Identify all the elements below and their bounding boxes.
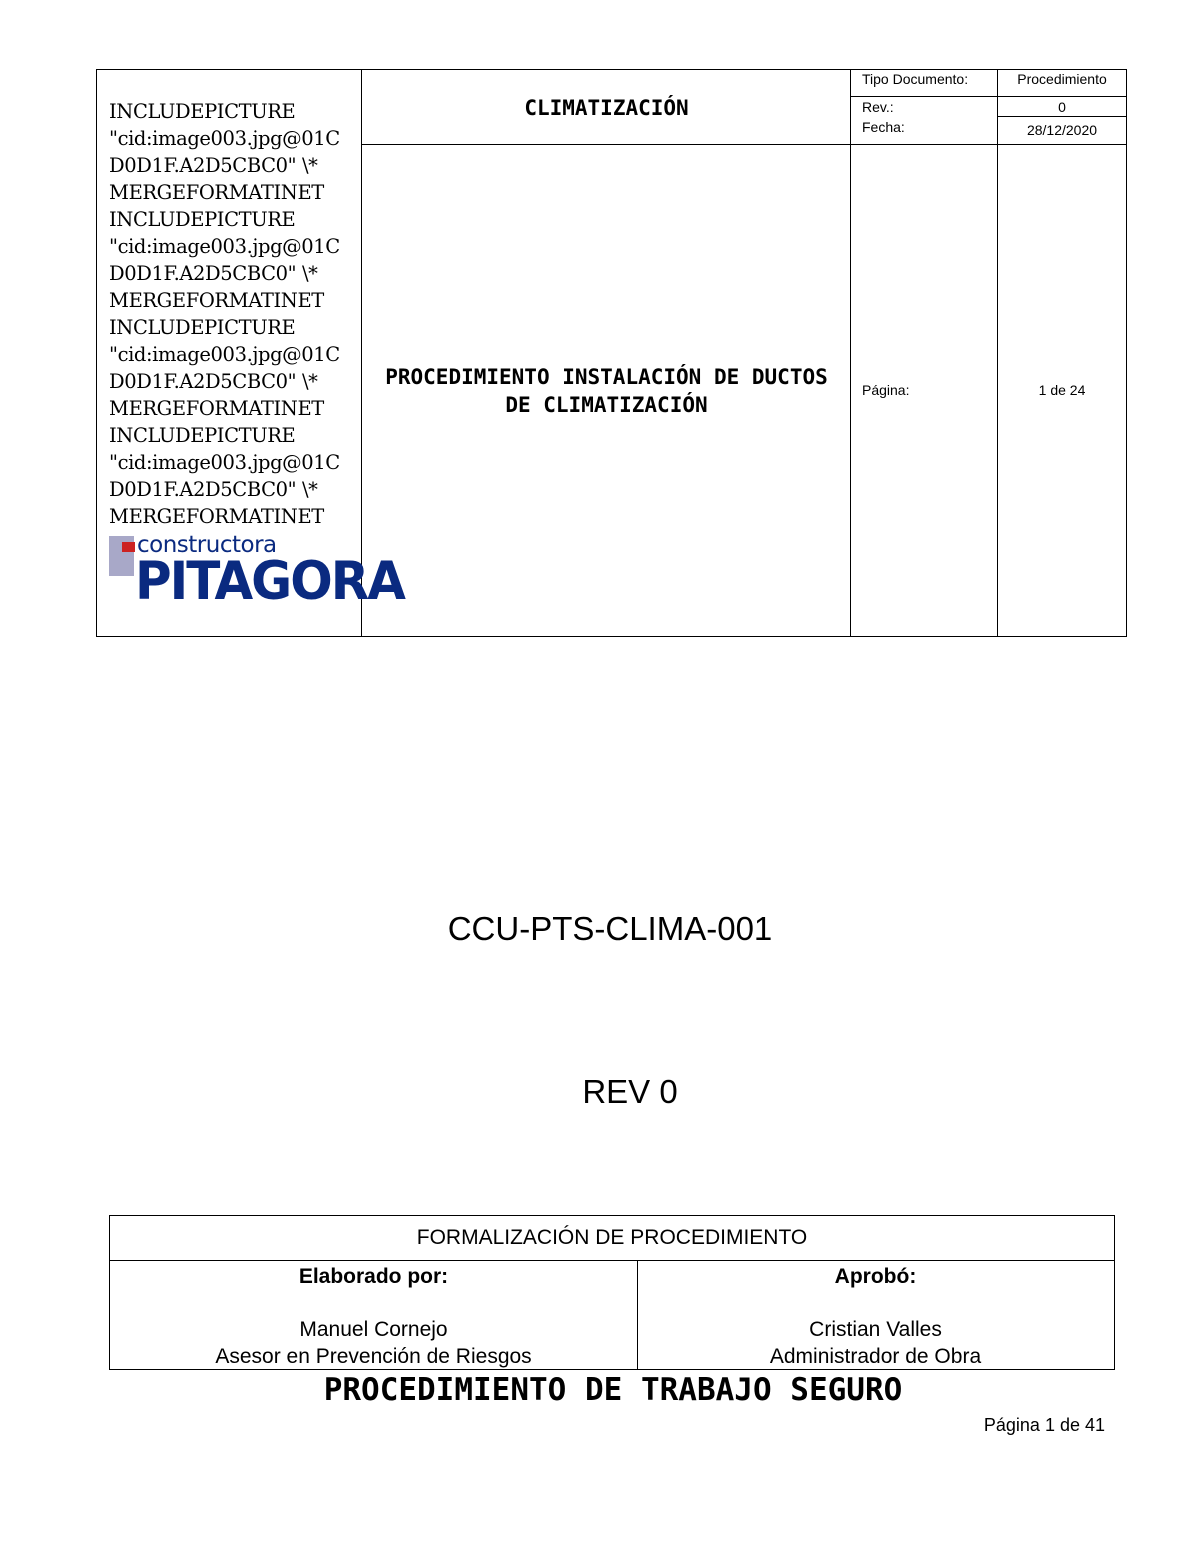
aprobo-label: Aprobó: [834,1265,917,1288]
footer-heading: PROCEDIMIENTO DE TRABAJO SEGURO [323,1372,903,1408]
document-code: CCU-PTS-CLIMA-001 [447,910,773,947]
pagina-label: Página: [862,382,910,398]
header-divider [997,70,998,636]
tipo-documento-label: Tipo Documento: [862,71,969,87]
formalization-table [109,1215,1115,1370]
logo-red-block [122,542,135,552]
field-code-text: INCLUDEPICTURE "cid:image003.jpg@01CD0D1F.A2D5CBC0" \* MERGEFORMATINET INCLUDEPICTURE "cid:image003.jpg@01CD0D1F.A2D5CBC0" \* MERGEFORMATINET INCLUDEPICTURE "cid:image003.jpg@01CD0D1F.A2D5CBC0" \* MERGEFORMATINET INCLUDEPICTURE "cid:image003.jpg@01CD0D1F.A2D5CBC0" \* MERGEFORMATINET [109,100,340,528]
formalization-title: FORMALIZACIÓN DE PROCEDIMIENTO [416,1226,808,1249]
page-number: Página 1 de 41 [983,1415,1105,1435]
rev-value: 0 [1058,99,1066,115]
pagina-value: 1 de 24 [1038,382,1086,398]
header-divider [850,96,1126,97]
document-header-table [96,69,1127,637]
procedure-title-text: PROCEDIMIENTO INSTALACIÓN DE DUCTOS DE CLIMATIZACIÓN [385,364,828,417]
elaborado-label: Elaborado por: [298,1265,449,1288]
logo-main-word: PITAGORA [135,550,404,612]
fecha-label: Fecha: [862,119,905,135]
fecha-value: 28/12/2020 [1026,122,1098,138]
tipo-documento-value: Procedimiento [1017,71,1107,87]
elaborado-name: Manuel Cornejo [299,1318,448,1341]
header-divider [997,116,1126,117]
logo-top-word: constructora [137,532,277,558]
revision-label: REV 0 [582,1073,678,1110]
aprobo-name: Cristian Valles [809,1318,942,1341]
rev-label: Rev.: [862,99,894,115]
company-logo [109,532,404,612]
form-divider [110,1260,1114,1261]
procedure-title [362,145,851,636]
aprobo-role: Administrador de Obra [769,1345,982,1368]
section-title: CLIMATIZACIÓN [524,95,689,120]
elaborado-role: Asesor en Prevención de Riesgos [215,1345,532,1368]
